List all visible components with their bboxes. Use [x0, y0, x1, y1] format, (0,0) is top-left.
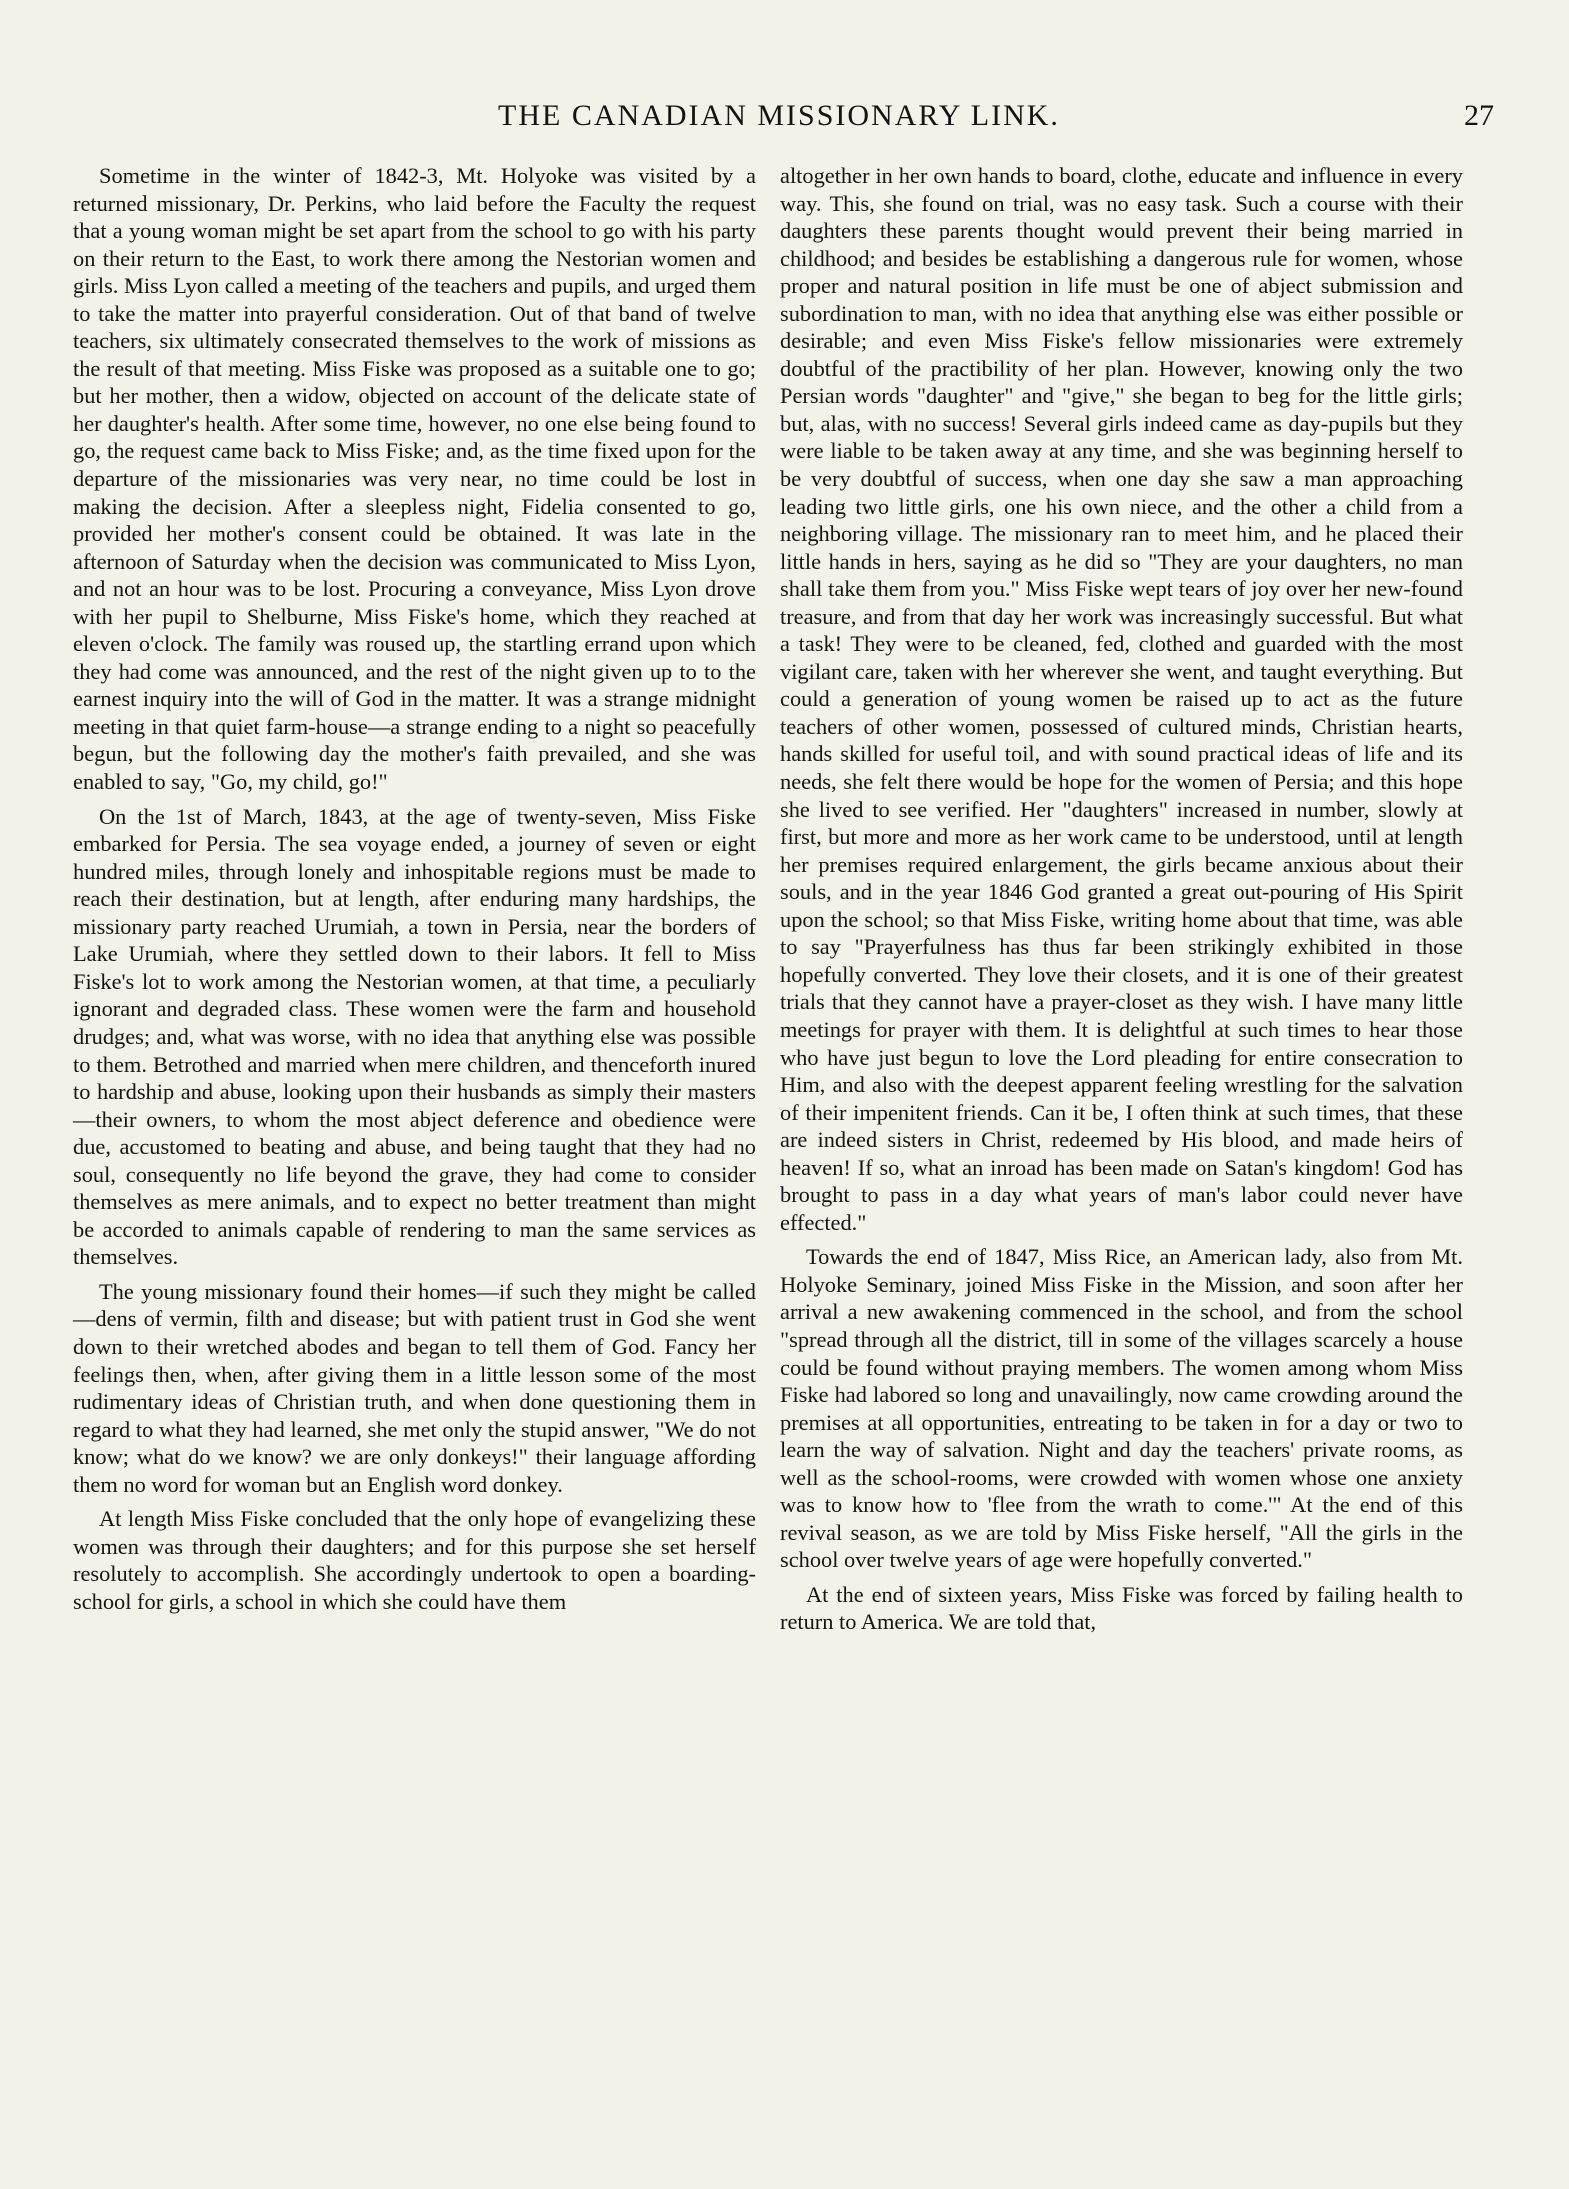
paragraph-boarding-school-continued: altogether in her own hands to board, clothe, educate and influence in every way. This, she found on trial, was no easy task. Such a course with their daughters these parents thought would prevent their being married in childhood; and besides be establishing a dangerous rule for women, whose proper and natural position in life must be one of abject submission and subordination to man, with no idea that anything else was either possible or desirable; and even Miss Fiske's fellow missionaries were extremely doubtful of the practibility of her plan. However, knowing only the two Persian words "daughter" and "give," she began to beg for the little girls; but, alas, with no success! Several girls indeed came as day-pupils but they were liable to be taken away at any time, and she was beginning herself to be very doubtful of success, when one day she saw a man approaching leading two little girls, one his own niece, and the other a child from a neighboring village. The missionary ran to meet him, and he placed their little hands in hers, saying as he did so "They are your daughters, no man shall take them from you." Miss Fiske wept tears of joy over her new-found treasure, and from that day her work was increasingly successful. But what a task! They were to be cleaned, fed, clothed and guarded with the most vigilant care, taken with her wherever she went, and taught everything. But could a generation of young women be raised up to act as the future teachers of other women, possessed of cultured minds, Christian hearts, hands skilled for useful toil, and with sound practical ideas of life and its needs, she felt there would be hope for the women of Persia; and this hope she lived to see verified. Her "daughters" increased in number, slowly at first, but more and more as her work came to be understood, until at length her premises required enlargement, the girls became anxious about their souls, and in the year 1846 God granted a great out-pouring of His Spirit upon the school; so that Miss Fiske, writing home about that time, was able to say "Prayerfulness has thus far been strikingly exhibited in those hopefully converted. They love their closets, and it is one of their greatest trials that they cannot have a prayer-closet as they wish. I have many little meetings for prayer with them. It is delightful at such times to hear those who have just begun to love the Lord pleading for entire consecration to Him, and also with the deepest apparent feeling wrestling for the salvation of their impenitent friends. Can it be, I often think at such times, that these are indeed sisters in Christ, redeemed by His blood, and made heirs of heaven! If so, what an inroad has been made on Satan's kingdom! God has brought to pass in a day what years of man's labor could never have effected." [780, 163, 1463, 1235]
paragraph-homes-of-vermin: The young missionary found their homes—if such they might be called—dens of vermin, filth and disease; but with patient trust in God she went down to their wretched abodes and began to tell them of God. Fancy her feelings then, when, after giving them in a little lesson some of the most rudimentary ideas of Christian truth, and when done questioning them in regard to what they had learned, she met only the stupid answer, "We do not know; what do we know? we are only donkeys!" their language affording them no word for woman but an English word donkey. [73, 1278, 756, 1497]
paragraph-sixteen-years: At the end of sixteen years, Miss Fiske was forced by failing health to return to America. We are told that, [780, 1581, 1463, 1635]
paragraph-daughters-hope: At length Miss Fiske concluded that the only hope of evangelizing these women was through their daughters; and for this purpose she set herself resolutely to accomplish. She accordingly undertook to open a boarding-school for girls, a school in which she could have them [73, 1506, 756, 1614]
right-column [780, 162, 1463, 1636]
journal-title: THE CANADIAN MISSIONARY LINK. [498, 99, 1060, 132]
page-number: 27 [1464, 99, 1494, 132]
paragraph-miss-rice: Towards the end of 1847, Miss Rice, an American lady, also from Mt. Holyoke Seminary, joined Miss Fiske in the Mission, and soon after her arrival a new awakening commenced in the school, and from the school "spread through all the district, till in some of the villages scarcely a house could be found without praying members. The women among whom Miss Fiske had labored so long and unavailingly, now came crowding around the premises at all opportunities, entreating to be taken in for a day or two to learn the way of salvation. Night and day the teachers' private rooms, as well as the school-rooms, were crowded with women whose one anxiety was to know how to 'flee from the wrath to come.'" At the end of this revival season, as we are told by Miss Fiske herself, "All the girls in the school over twelve years of age were hopefully converted." [780, 1244, 1463, 1573]
paragraph-perkins-visit: Sometime in the winter of 1842-3, Mt. Holyoke was visited by a returned missionary, Dr. Perkins, who laid before the Faculty the request that a young woman might be set apart from the school to go with his party on their return to the East, to work there among the Nestorian women and girls. Miss Lyon called a meeting of the teachers and pupils, and urged them to take the matter into prayerful consideration. Out of that band of twelve teachers, six ultimately consecrated themselves to the work of missions as the result of that meeting. Miss Fiske was proposed as a suitable one to go; but her mother, then a widow, objected on account of the delicate state of her daughter's health. After some time, however, no one else being found to go, the request came back to Miss Fiske; and, as the time fixed upon for the departure of the missionaries was very near, no time could be lost in making the decision. After a sleepless night, Fidelia consented to go, provided her mother's consent could be obtained. It was late in the afternoon of Saturday when the decision was communicated to Miss Lyon, and not an hour was to be lost. Procuring a conveyance, Miss Lyon drove with her pupil to Shelburne, Miss Fiske's home, which they reached at eleven o'clock. The family was roused up, the startling errand upon which they had come was announced, and the rest of the night given up to to the earnest inquiry into the will of God in the matter. It was a strange midnight meeting in that quiet farm-house—a strange ending to a night so peacefully begun, but the following day the mother's faith prevailed, and she was enabled to say, "Go, my child, go!" [73, 163, 756, 795]
left-column [73, 162, 756, 1615]
running-head [64, 96, 1494, 136]
paragraph-embark-persia: On the 1st of March, 1843, at the age of twenty-seven, Miss Fiske embarked for Persia. The sea voyage ended, a journey of seven or eight hundred miles, through lonely and inhospitable regions must be made to reach their destination, but at length, after enduring many hardships, the missionary party reached Urumiah, a town in Persia, near the borders of Lake Urumiah, where they settled down to their labors. It fell to Miss Fiske's lot to work among the Nestorian women, at that time, a peculiarly ignorant and degraded class. These women were the farm and household drudges; and, what was worse, with no idea that anything else was possible to them. Betrothed and married when mere children, and thenceforth inured to hardship and abuse, looking upon their husbands as simply their masters—their owners, to whom the most abject deference and obedience were due, accustomed to beating and abuse, and being taught that they had no soul, consequently no life beyond the grave, they had come to consider themselves as mere animals, and to expect no better treatment than might be accorded to animals capable of rendering to man the same services as themselves. [73, 803, 756, 1270]
